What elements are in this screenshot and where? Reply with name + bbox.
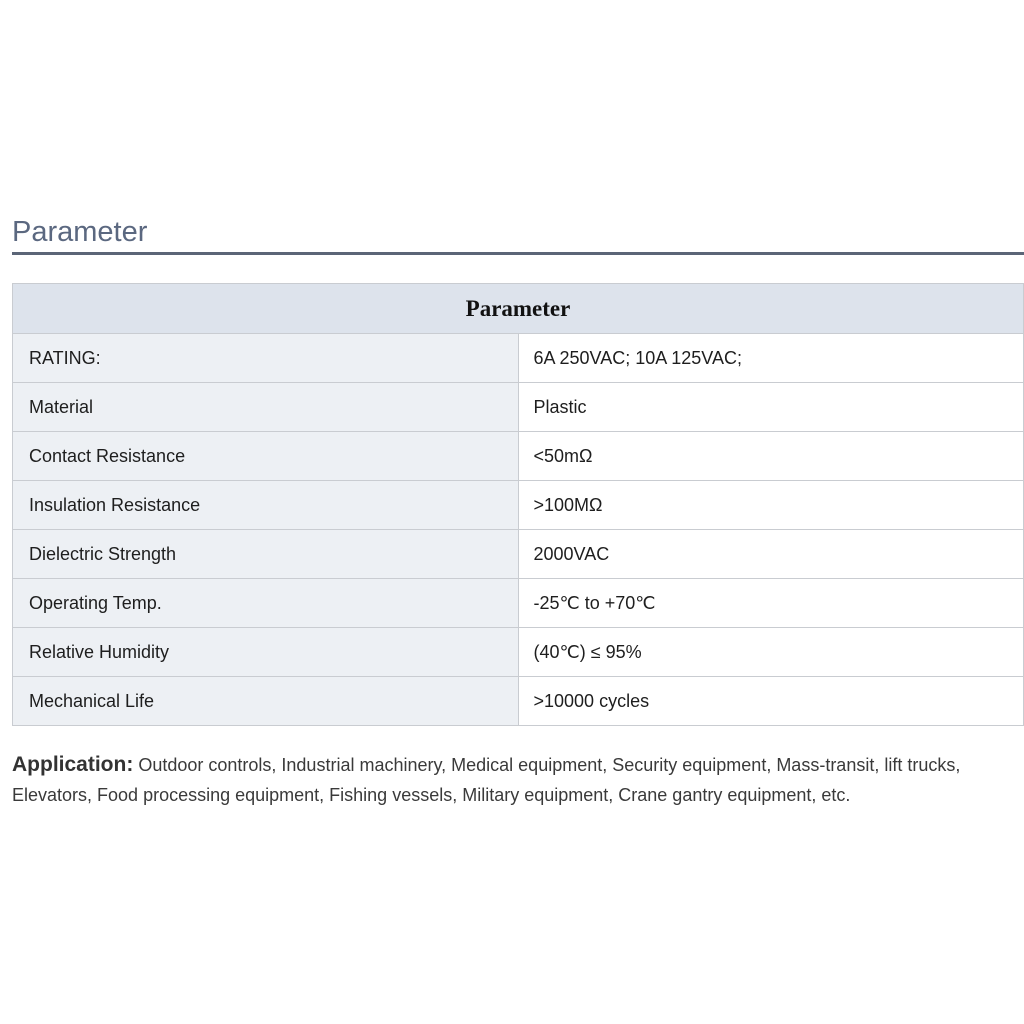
row-value-contact-resistance: <50mΩ xyxy=(518,432,1024,481)
table-header: Parameter xyxy=(13,284,1024,334)
table-row xyxy=(13,383,1024,432)
table-row xyxy=(13,481,1024,530)
row-label-contact-resistance: Contact Resistance xyxy=(13,432,519,481)
row-value-insulation-resistance: >100MΩ xyxy=(518,481,1024,530)
title-divider xyxy=(12,252,1024,255)
application-text: Outdoor controls, Industrial machinery, Medical equipment, Security equipment, Mass-transit, lift trucks, Elevators, Food processing equipment, Fishing vessels, Military equipment, Crane gantry equipment, etc. xyxy=(12,755,961,805)
table-row xyxy=(13,334,1024,383)
row-label-insulation-resistance: Insulation Resistance xyxy=(13,481,519,530)
row-value-rating: 6A 250VAC; 10A 125VAC; xyxy=(518,334,1024,383)
row-value-dielectric-strength: 2000VAC xyxy=(518,530,1024,579)
table-row xyxy=(13,579,1024,628)
row-label-rating: RATING: xyxy=(13,334,519,383)
row-label-relative-humidity: Relative Humidity xyxy=(13,628,519,677)
section-title: Parameter xyxy=(12,216,148,248)
table-row xyxy=(13,628,1024,677)
row-label-material: Material xyxy=(13,383,519,432)
row-label-operating-temp: Operating Temp. xyxy=(13,579,519,628)
row-value-relative-humidity: (40℃) ≤ 95% xyxy=(518,628,1024,677)
table-row xyxy=(13,530,1024,579)
row-label-dielectric-strength: Dielectric Strength xyxy=(13,530,519,579)
row-value-operating-temp: -25℃ to +70℃ xyxy=(518,579,1024,628)
application-label: Application: xyxy=(12,753,134,776)
table-row xyxy=(13,432,1024,481)
row-value-material: Plastic xyxy=(518,383,1024,432)
table-row xyxy=(13,677,1024,726)
table-header-row xyxy=(13,284,1024,334)
parameter-table xyxy=(12,283,1024,726)
row-label-mechanical-life: Mechanical Life xyxy=(13,677,519,726)
application-paragraph xyxy=(12,750,1012,810)
row-value-mechanical-life: >10000 cycles xyxy=(518,677,1024,726)
